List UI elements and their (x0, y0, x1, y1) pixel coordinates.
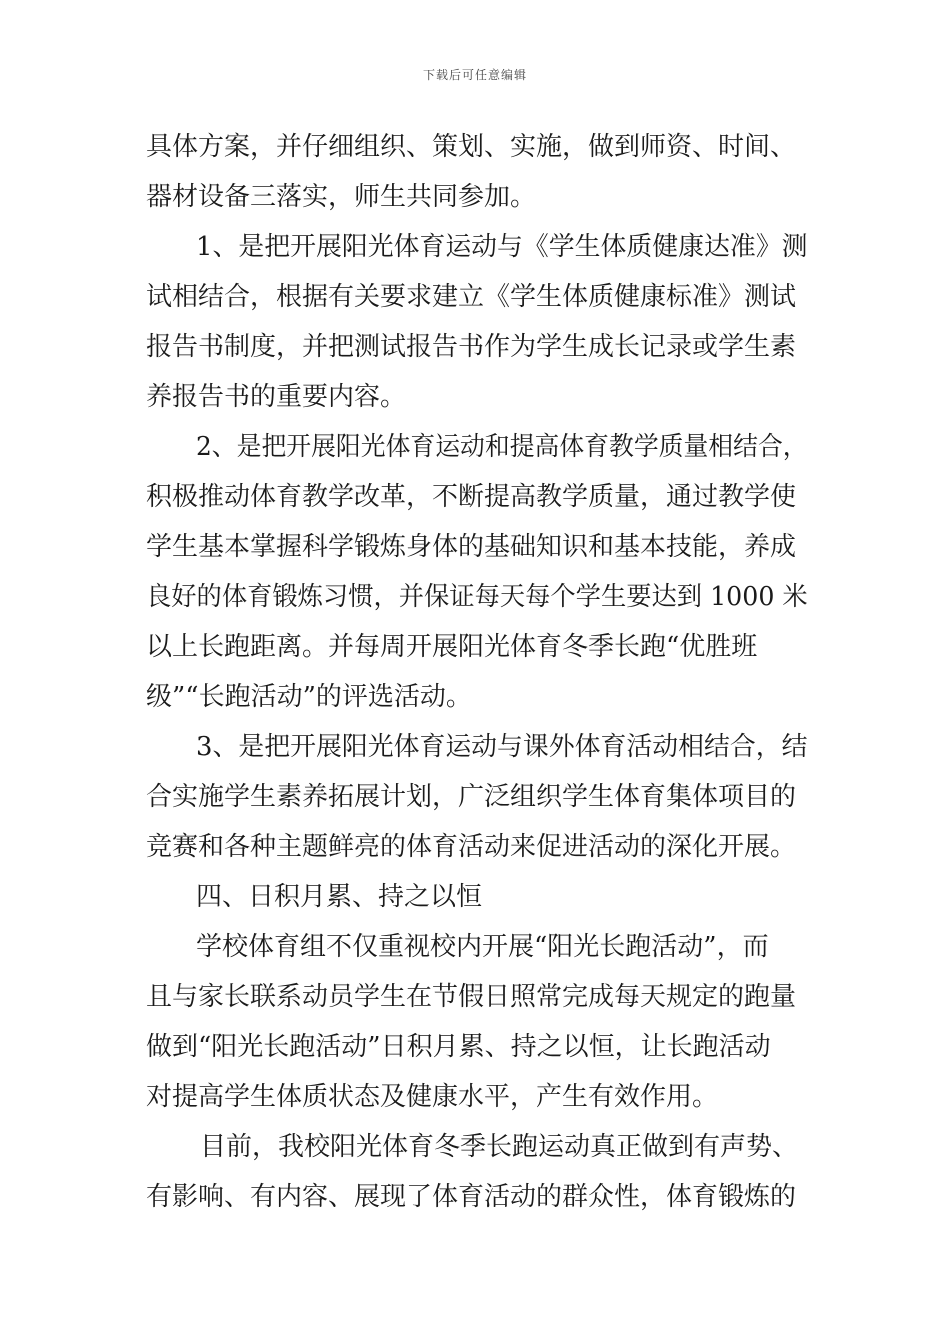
text-line: 1、是把开展阳光体育运动与《学生体质健康达准》测 (196, 232, 808, 262)
text-line: 且与家长联系动员学生在节假日照常完成每天规定的跑量 (146, 982, 797, 1012)
text-line: 积极推动体育教学改革，不断提高教学质量，通过教学使 (146, 482, 797, 512)
text-line: 学生基本掌握科学锻炼身体的基础知识和基本技能，养成 (146, 532, 797, 562)
text-line: 目前，我校阳光体育冬季长跑运动真正做到有声势、 (200, 1132, 799, 1162)
text-line: 3、是把开展阳光体育运动与课外体育活动相结合，结 (196, 732, 808, 762)
text-line: 养报告书的重要内容。 (146, 382, 407, 412)
text-line: 以上长跑距离。并每周开展阳光体育冬季长跑“优胜班 (146, 632, 758, 662)
text-line: 2、是把开展阳光体育运动和提高体育教学质量相结合， (196, 432, 808, 462)
text-line: 竞赛和各种主题鲜亮的体育活动来促进活动的深化开展。 (146, 832, 797, 862)
text-line: 试相结合，根据有关要求建立《学生体质健康标准》测试 (146, 282, 797, 312)
text-line: 良好的体育锻炼习惯，并保证每天每个学生要达到 1000 米 (146, 582, 808, 612)
text-line: 合实施学生素养拓展计划，广泛组织学生体育集体项目的 (146, 782, 797, 812)
text-line: 具体方案，并仔细组织、策划、实施，做到师资、时间、 (146, 132, 797, 162)
text-line: 级”“长跑活动”的评选活动。 (146, 682, 472, 712)
section-heading: 四、日积月累、持之以恒 (196, 882, 483, 912)
text-line: 有影响、有内容、展现了体育活动的群众性，体育锻炼的 (146, 1182, 797, 1212)
text-line: 器材设备三落实，师生共同参加。 (146, 182, 537, 212)
text-line: 学校体育组不仅重视校内开展“阳光长跑活动”，而 (196, 932, 769, 962)
header-note: 下载后可任意编辑 (422, 68, 527, 82)
text-line: 对提高学生体质状态及健康水平，产生有效作用。 (146, 1082, 719, 1112)
text-line: 做到“阳光长跑活动”日积月累、持之以恒，让长跑活动 (146, 1032, 771, 1062)
text-line: 报告书制度，并把测试报告书作为学生成长记录或学生素 (146, 332, 797, 362)
